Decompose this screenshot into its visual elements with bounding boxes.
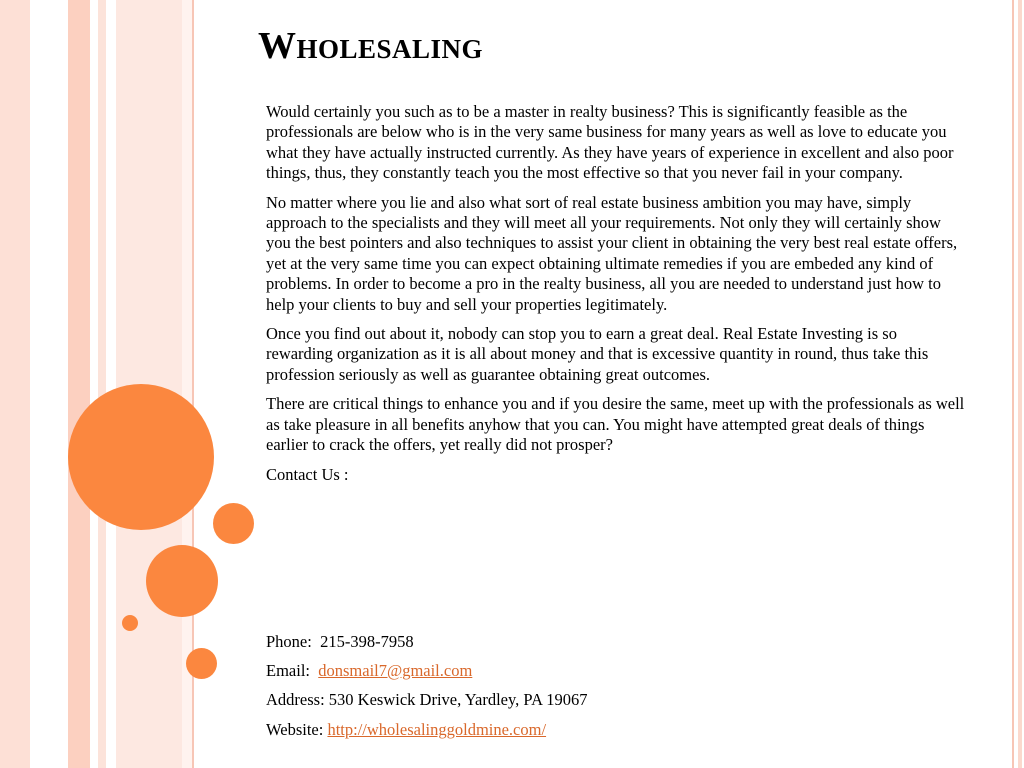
- phone-label: Phone:: [266, 632, 312, 651]
- address-value: 530 Keswick Drive, Yardley, PA 19067: [328, 690, 588, 709]
- decorative-stripe: [106, 0, 116, 768]
- contact-phone: [266, 632, 414, 652]
- decorative-stripe: [0, 0, 30, 768]
- right-border-line: [1012, 0, 1014, 768]
- decorative-stripe: [68, 0, 90, 768]
- decorative-stripe: [30, 0, 68, 768]
- slide-title: Wholesaling: [258, 25, 484, 67]
- email-label: Email:: [266, 661, 310, 680]
- right-border-line: [1018, 0, 1022, 768]
- address-label: Address:: [266, 690, 325, 709]
- body-paragraph: No matter where you lie and also what sort of real estate business ambition you may have, simply approach to the specialists and they will meet all your requirements. Not only they will certainly show you the best pointers and also techniques to assist your client in obtaining the very best real estate offers, yet at the very same time you can expect obtaining ultimate remedies if you are embeded any kind of problems. In order to become a pro in the realty business, all you are needed to understand just how to help your clients to buy and sell your properties legitimately.: [266, 192, 958, 314]
- body-paragraph: Would certainly you such as to be a master in realty business? This is significantly feasible as the professionals are below who is in the very same business for many years as well as love to educate you what they have actually instructed currently. As they have years of experience in excellent and also poor things, thus, they constantly teach you the most effective so that you never fail in your company.: [266, 102, 954, 183]
- website-label: Website:: [266, 720, 324, 739]
- decorative-circle-small: [213, 503, 254, 544]
- decorative-circle-tiny: [122, 615, 138, 631]
- decorative-stripe: [90, 0, 98, 768]
- decorative-circle-large: [68, 384, 214, 530]
- website-link[interactable]: http://wholesalinggoldmine.com/: [327, 720, 547, 739]
- decorative-circle-medium: [146, 545, 218, 617]
- contact-heading: Contact Us :: [266, 464, 349, 484]
- slide-body: [266, 102, 966, 494]
- body-paragraph: There are critical things to enhance you and if you desire the same, meet up with the professionals as well as take pleasure in all benefits anyhow that you can. You might have attempted great deals of things earlier to crack the offers, yet really did not prosper?: [266, 394, 965, 455]
- contact-address: [266, 690, 587, 710]
- body-paragraph: Once you find out about it, nobody can stop you to earn a great deal. Real Estate Investing is so rewarding organization as it is all about money and that is excessive quantity in round, thus take this profession seriously as well as guarantee obtaining great outcomes.: [266, 324, 929, 384]
- phone-value: 215-398-7958: [320, 632, 414, 651]
- contact-email: [266, 661, 472, 681]
- contact-website: [266, 720, 546, 740]
- decorative-circle-small: [186, 648, 217, 679]
- email-link[interactable]: donsmail7@gmail.com: [318, 661, 473, 680]
- decorative-stripe: [98, 0, 106, 768]
